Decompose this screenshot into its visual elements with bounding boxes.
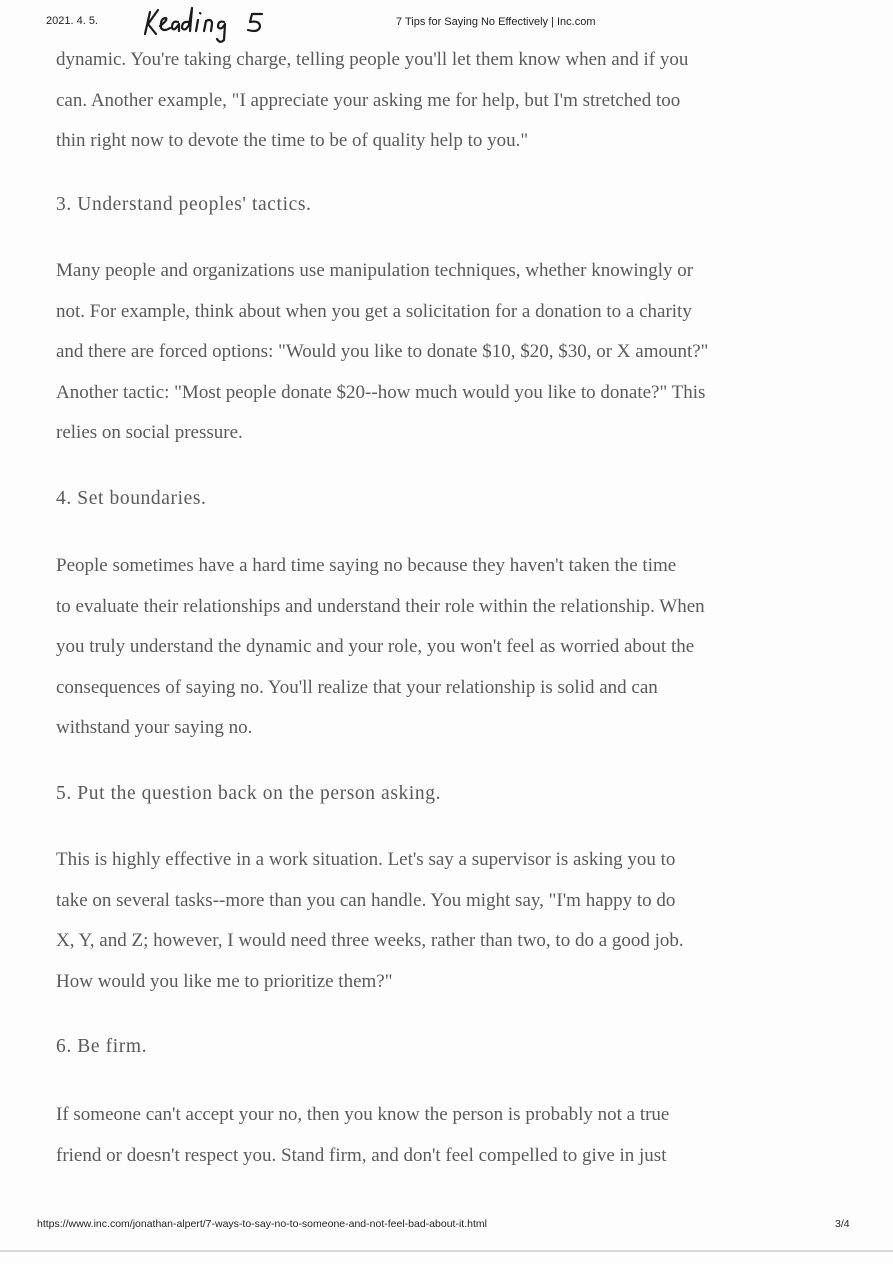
text-line: This is highly effective in a work situation. Let's say a supervisor is asking you to	[56, 849, 676, 870]
text-line: withstand your saying no.	[56, 717, 253, 738]
text-line: you truly understand the dynamic and your role, you won't feel as worried about the	[56, 636, 695, 657]
text-line: X, Y, and Z; however, I would need three weeks, rather than two, to do a good job.	[56, 930, 684, 951]
page-header-title: 7 Tips for Saying No Effectively | Inc.com	[396, 16, 596, 28]
text-line: How would you like me to prioritize them?"	[56, 970, 393, 992]
print-date: 2021. 4. 5.	[46, 15, 98, 27]
section-paragraph-4	[56, 546, 856, 749]
intro-paragraph	[56, 40, 856, 162]
section-heading-4: 4. Set boundaries.	[56, 488, 207, 509]
text-line: not. For example, think about when you get a solicitation for a donation to a charity	[56, 300, 692, 322]
page-number: 3/4	[835, 1218, 850, 1230]
footer-url: https://www.inc.com/jonathan-alpert/7-ways-to-say-no-to-someone-and-not-feel-bad-about-it.html	[37, 1218, 487, 1230]
text-line: People sometimes have a hard time saying no because they haven't taken the time	[56, 555, 677, 576]
section-paragraph-5	[56, 840, 856, 1002]
text-line: dynamic. You're taking charge, telling people you'll let them know when and if you	[56, 49, 689, 70]
section-heading-6: 6. Be firm.	[56, 1036, 148, 1057]
text-line: thin right now to devote the time to be of quality help to you."	[56, 130, 529, 151]
section-paragraph-6	[56, 1095, 856, 1176]
scan-edge-divider	[0, 1250, 893, 1252]
text-line: Another tactic: "Most people donate $20--how much would you like to donate?" This	[56, 381, 706, 403]
section-heading-5: 5. Put the question back on the person asking.	[56, 783, 442, 804]
text-line: and there are forced options: "Would you like to donate $10, $20, $30, or X amount?"	[56, 341, 709, 362]
section-paragraph-3	[56, 251, 856, 454]
text-line: consequences of saying no. You'll realize that your relationship is solid and can	[56, 676, 658, 698]
text-line: Many people and organizations use manipulation techniques, whether knowingly or	[56, 260, 694, 281]
text-line: take on several tasks--more than you can handle. You might say, "I'm happy to do	[56, 889, 676, 911]
text-line: relies on social pressure.	[56, 422, 243, 443]
section-heading-3: 3. Understand peoples' tactics.	[56, 194, 312, 215]
text-line: friend or doesn't respect you. Stand firm, and don't feel compelled to give in just	[56, 1144, 667, 1166]
text-line: can. Another example, "I appreciate your asking me for help, but I'm stretched too	[56, 89, 681, 111]
text-line: to evaluate their relationships and understand their role within the relationship. When	[56, 595, 705, 617]
text-line: If someone can't accept your no, then you know the person is probably not a true	[56, 1104, 670, 1125]
